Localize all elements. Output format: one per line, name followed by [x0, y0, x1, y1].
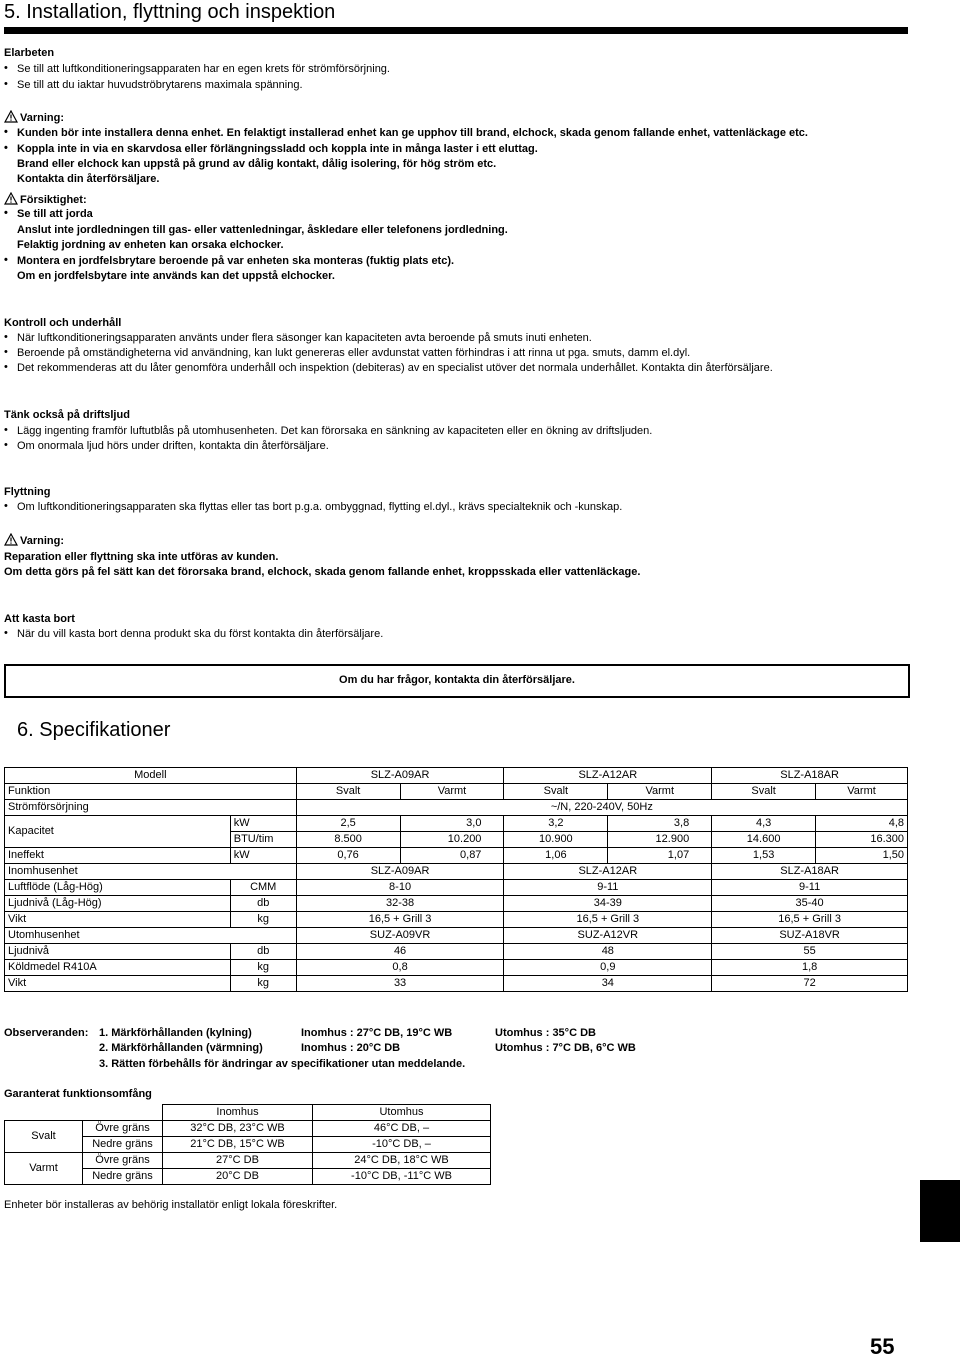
warning-text: Reparation eller flyttning ska inte utföras av kunden. [4, 551, 279, 563]
bullet: • [4, 500, 8, 512]
table-cell: 8-10 [296, 880, 504, 896]
list-item: Det rekommenderas att du låter genomföra underhåll och inspektion (debiteras) av en specialist utöver det normala underhållet. Kontakta din återförsäljare. [17, 362, 773, 374]
list-item-continuation: Kontakta din återförsäljare. [17, 173, 160, 185]
table-cell: Inomhusenhet [5, 864, 231, 880]
table-cell: Svalt [712, 784, 816, 800]
table-cell: SLZ-A18AR [712, 864, 908, 880]
table-row [5, 864, 908, 880]
table-row [5, 768, 908, 784]
table-cell [230, 928, 296, 944]
bullet: • [4, 254, 8, 266]
list-item: Se till att du iaktar huvudströbrytarens maximala spänning. [17, 79, 303, 91]
table-cell: 16,5 + Grill 3 [296, 912, 504, 928]
table-cell: 3,2 [504, 816, 608, 832]
table-cell: 0,9 [504, 960, 712, 976]
table-cell: -10°C DB, -11°C WB [313, 1169, 491, 1185]
table-cell: 12.900 [608, 832, 712, 848]
table-cell: SLZ-A09AR [296, 864, 504, 880]
bullet: • [4, 331, 8, 343]
table-cell [83, 1105, 163, 1121]
table-cell: 35-40 [712, 896, 908, 912]
table-cell: CMM [230, 880, 296, 896]
bullet: • [4, 126, 8, 138]
list-item: Koppla inte in via en skarvdosa eller förlängningssladd och koppla inte in många laster i ett eluttag. [17, 143, 538, 155]
table-cell: kW [230, 816, 296, 832]
table-cell: 1,8 [712, 960, 908, 976]
table-row [5, 976, 908, 992]
bullet: • [4, 346, 8, 358]
list-item: Se till att luftkonditioneringsapparaten har en egen krets för strömförsörjning. [17, 63, 390, 75]
list-item: Om luftkonditioneringsapparaten ska flyttas eller tas bort p.g.a. ombyggnad, flytting el.dyl., krävs specialteknik och -kunskap. [17, 501, 623, 513]
table-cell: kg [230, 912, 296, 928]
table-cell: Nedre gräns [83, 1137, 163, 1153]
table-cell: kg [230, 976, 296, 992]
note-3: 3. Rätten förbehålls för ändringar av specifikationer utan meddelande. [99, 1058, 466, 1070]
note-2-indoor: Inomhus : 20°C DB [301, 1042, 401, 1054]
table-cell: 24°C DB, 18°C WB [313, 1153, 491, 1169]
contact-box [4, 664, 910, 698]
table-cell: 1,07 [608, 848, 712, 864]
table-cell: 8.500 [296, 832, 400, 848]
table-cell: 9-11 [504, 880, 712, 896]
table-cell: Ineffekt [5, 848, 231, 864]
note-1-outdoor: Utomhus : 35°C DB [495, 1027, 596, 1039]
list-item: Om onormala ljud hörs under driften, kontakta din återförsäljare. [17, 440, 329, 452]
table-cell [230, 864, 296, 880]
table-row [5, 1153, 491, 1169]
table-cell: Varmt [608, 784, 712, 800]
table-cell: Övre gräns [83, 1153, 163, 1169]
table-cell: 9-11 [712, 880, 908, 896]
warning-icon [4, 533, 18, 546]
table-cell: 3,8 [608, 816, 712, 832]
table-cell: Svalt [5, 1121, 83, 1153]
section-title: 5. Installation, flyttning och inspektion [4, 1, 336, 23]
bullet: • [4, 78, 8, 90]
table-cell: 16.300 [816, 832, 908, 848]
table-cell: 3,0 [400, 816, 504, 832]
table-cell: Utomhusenhet [5, 928, 231, 944]
note-1-indoor: Inomhus : 27°C DB, 19°C WB [301, 1027, 453, 1039]
title-rule [4, 27, 908, 34]
bullet: • [4, 62, 8, 74]
table-cell: 2,5 [296, 816, 400, 832]
table-cell: Vikt [5, 976, 231, 992]
table-row [5, 1105, 491, 1121]
warning-2-label-row [4, 533, 64, 548]
table-cell: SUZ-A18VR [712, 928, 908, 944]
warning-text: Om detta görs på fel sätt kan det förorsaka brand, elchock, skada genom fallande enhet, kroppsskada eller vattenläckage. [4, 566, 641, 578]
table-cell: -10°C DB, – [313, 1137, 491, 1153]
table-cell: 72 [712, 976, 908, 992]
table-cell: 34-39 [504, 896, 712, 912]
bullet: • [4, 439, 8, 451]
bullet: • [4, 207, 8, 219]
table-cell: ~/N, 220-240V, 50Hz [296, 800, 907, 816]
contact-box-text: Om du har frågor, kontakta din återförsäljare. [339, 674, 575, 686]
table-cell: 4,3 [712, 816, 816, 832]
table-cell: 0,87 [400, 848, 504, 864]
caution-icon [4, 192, 18, 205]
table-row [5, 784, 908, 800]
table-cell: 46 [296, 944, 504, 960]
table-cell: Funktion [5, 784, 231, 800]
list-item-continuation: Om en jordfelsbytare inte används kan det uppstå elchocker. [17, 270, 335, 282]
table-cell: 21°C DB, 15°C WB [163, 1137, 313, 1153]
table-cell: 1,50 [816, 848, 908, 864]
table-row [5, 912, 908, 928]
table-cell: SUZ-A09VR [296, 928, 504, 944]
table-row [5, 944, 908, 960]
list-item-continuation: Anslut inte jordledningen till gas- eller vattenledningar, åskledare eller telefonens jordledning. [17, 224, 508, 236]
table-cell: 4,8 [816, 816, 908, 832]
table-cell: 1,53 [712, 848, 816, 864]
table-cell: db [230, 944, 296, 960]
table-cell: 32°C DB, 23°C WB [163, 1121, 313, 1137]
table-cell: Modell [5, 768, 297, 784]
warning-1-label-row [4, 110, 64, 125]
table-cell: Köldmedel R410A [5, 960, 231, 976]
note-1: 1. Märkförhållanden (kylning) [99, 1027, 252, 1039]
table-cell: 48 [504, 944, 712, 960]
table-cell: Vikt [5, 912, 231, 928]
table-cell: Ljudnivå [5, 944, 231, 960]
table-row [5, 1121, 491, 1137]
table-cell: 33 [296, 976, 504, 992]
table-cell: 14.600 [712, 832, 816, 848]
list-item: Montera en jordfelsbrytare beroende på var enheten ska monteras (fuktig plats etc). [17, 255, 455, 267]
table-cell: BTU/tim [230, 832, 296, 848]
table-cell: SLZ-A18AR [712, 768, 908, 784]
driftsljud-heading: Tänk också på driftsljud [4, 409, 130, 421]
table-cell: Nedre gräns [83, 1169, 163, 1185]
list-item-continuation: Brand eller elchock kan uppstå på grund av dålig kontakt, dålig isolering, för hög ström etc. [17, 158, 497, 170]
table-cell: 0,76 [296, 848, 400, 864]
table-row [5, 880, 908, 896]
table-cell: 32-38 [296, 896, 504, 912]
list-item: Beroende på omständigheterna vid användning, kan lukt genereras eller avdunstat vatten förhindras i att rinna ut pga. smuts, damm el.dyl. [17, 347, 691, 359]
table-row [5, 896, 908, 912]
table-row [5, 800, 908, 816]
bullet: • [4, 142, 8, 154]
list-item: När luftkonditioneringsapparaten använts under flera säsonger kan kapaciteten avta beroende på smuts inuti enheten. [17, 332, 592, 344]
caution-label-row [4, 192, 87, 207]
table-cell: 0,8 [296, 960, 504, 976]
kasta-heading: Att kasta bort [4, 613, 75, 625]
table-cell: 20°C DB [163, 1169, 313, 1185]
bullet: • [4, 424, 8, 436]
table-row [5, 816, 908, 832]
warning-label: Varning: [20, 112, 65, 124]
caution-label: Försiktighet: [20, 194, 87, 206]
table-cell: Varmt [400, 784, 504, 800]
table-row [5, 928, 908, 944]
table-cell: 55 [712, 944, 908, 960]
range-table [4, 1104, 491, 1185]
note-2-outdoor: Utomhus : 7°C DB, 6°C WB [495, 1042, 636, 1054]
table-cell: Utomhus [313, 1105, 491, 1121]
table-cell: 10.200 [400, 832, 504, 848]
kontroll-heading: Kontroll och underhåll [4, 317, 122, 329]
table-cell: Varmt [816, 784, 908, 800]
table-row [5, 848, 908, 864]
table-cell: 1,06 [504, 848, 608, 864]
table-cell: 46°C DB, – [313, 1121, 491, 1137]
table-cell: Svalt [504, 784, 608, 800]
table-cell: 16,5 + Grill 3 [712, 912, 908, 928]
table-cell [230, 800, 296, 816]
table-cell: SLZ-A12AR [504, 864, 712, 880]
table-cell: 27°C DB [163, 1153, 313, 1169]
table-cell: Inomhus [163, 1105, 313, 1121]
notes-label: Observeranden: [4, 1027, 89, 1039]
spec-table [4, 767, 908, 992]
footer-note: Enheter bör installeras av behörig installatör enligt lokala föreskrifter. [4, 1199, 338, 1211]
table-cell: 10.900 [504, 832, 608, 848]
table-cell: 16,5 + Grill 3 [504, 912, 712, 928]
warning-icon [4, 110, 18, 123]
note-2: 2. Märkförhållanden (värmning) [99, 1042, 263, 1054]
table-cell: Varmt [5, 1153, 83, 1185]
table-cell: kW [230, 848, 296, 864]
list-item: Kunden bör inte installera denna enhet. En felaktigt installerad enhet kan ge upphov till brand, elchock, skada genom fallande enhet, vattenläckage etc. [17, 127, 808, 139]
list-item-continuation: Felaktig jordning av enheten kan orsaka elchocker. [17, 239, 284, 251]
table-cell: Luftflöde (Låg-Hög) [5, 880, 231, 896]
garanterat-heading: Garanterat funktionsomfång [4, 1088, 152, 1100]
table-cell: Ljudnivå (Låg-Hög) [5, 896, 231, 912]
elarbeten-heading: Elarbeten [4, 47, 55, 59]
table-cell: Strömförsörjning [5, 800, 231, 816]
section-tab-marker [920, 1180, 960, 1242]
table-cell: 34 [504, 976, 712, 992]
table-cell: SLZ-A12AR [504, 768, 712, 784]
table-cell: SLZ-A09AR [296, 768, 504, 784]
page-number: 55 [870, 1334, 895, 1359]
table-cell [230, 784, 296, 800]
list-item: När du vill kasta bort denna produkt ska du först kontakta din återförsäljare. [17, 628, 384, 640]
table-cell: SUZ-A12VR [504, 928, 712, 944]
table-cell: Svalt [296, 784, 400, 800]
table-cell: Övre gräns [83, 1121, 163, 1137]
list-item: Lägg ingenting framför luftutblås på utomhusenheten. Det kan förorsaka en sänkning av kapaciteten eller en ökning av driftsljuden. [17, 425, 653, 437]
table-row [5, 960, 908, 976]
flyttning-heading: Flyttning [4, 486, 51, 498]
table-cell: kg [230, 960, 296, 976]
table-cell [5, 1105, 83, 1121]
table-cell: db [230, 896, 296, 912]
warning-label: Varning: [20, 535, 65, 547]
bullet: • [4, 627, 8, 639]
section-title: 6. Specifikationer [17, 719, 171, 741]
bullet: • [4, 361, 8, 373]
table-cell: Kapacitet [5, 816, 231, 848]
list-item: Se till att jorda [17, 208, 93, 220]
